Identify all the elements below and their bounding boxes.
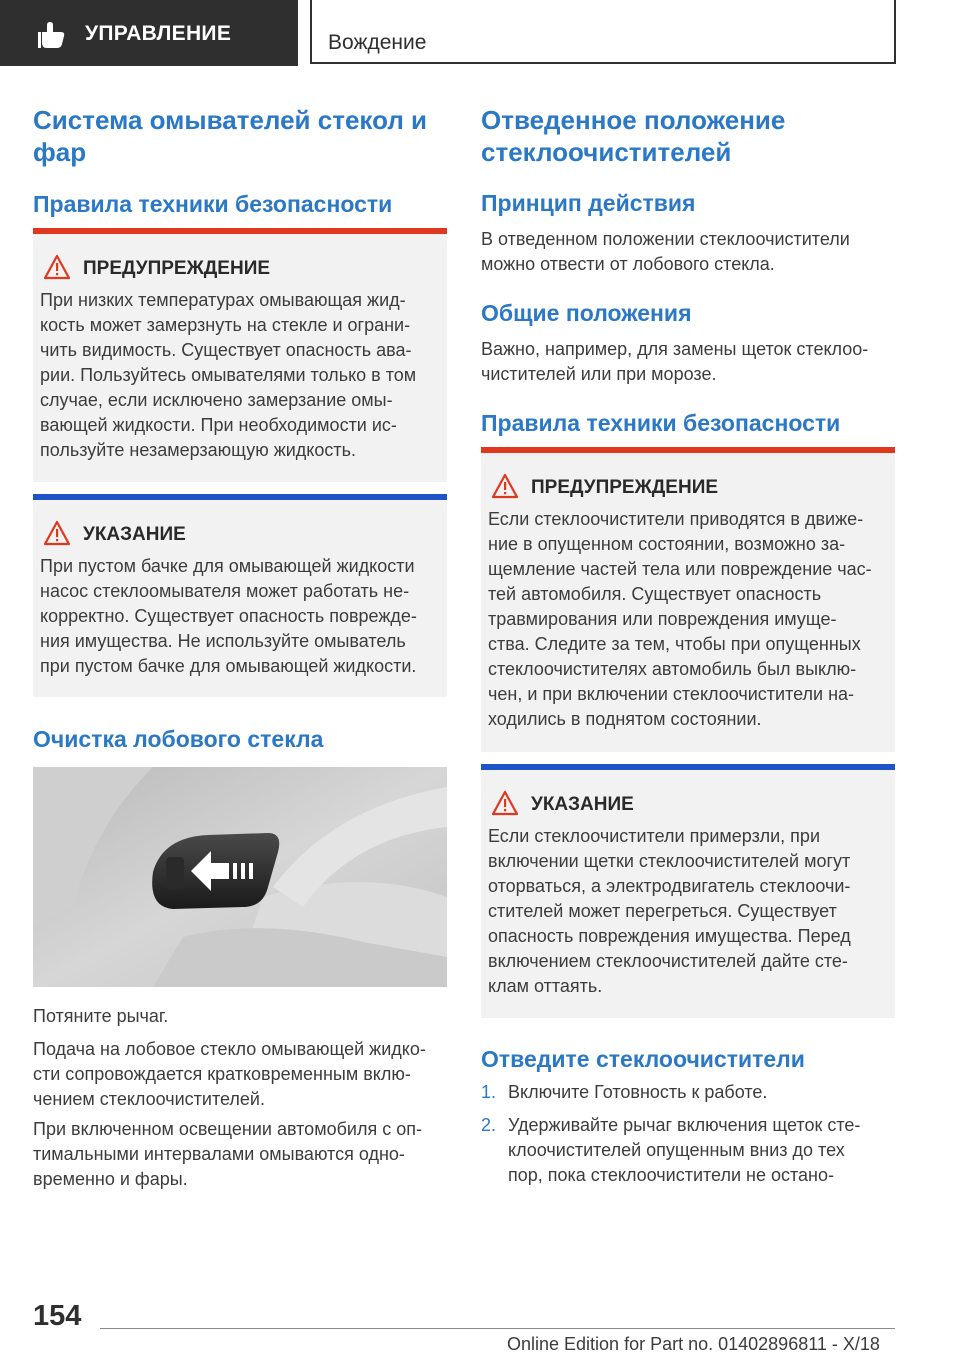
note-text: Если стеклоочистители примерзли, при включении щетки стеклоочистителей могут оторваться, а электродвигатель стеклоочи- стителей может перегреться. Существует опасность повреждения имущества. Перед включением стеклоочистителей дайте сте- клам оттаять. bbox=[488, 826, 851, 996]
note-triangle-icon bbox=[491, 790, 519, 816]
page-number: 154 bbox=[33, 1300, 82, 1332]
left-warning-box bbox=[33, 228, 447, 482]
warning-triangle-icon bbox=[43, 254, 71, 280]
note-bar bbox=[481, 764, 895, 770]
step-number: 2. bbox=[481, 1115, 497, 1135]
section-label: Вождение bbox=[328, 31, 427, 54]
edition-text: Online Edition for Part no. 01402896811 - X/18 bbox=[507, 1334, 880, 1354]
hand-pointer-icon bbox=[38, 22, 66, 48]
step-text: Включите Готовность к работе. bbox=[508, 1082, 768, 1102]
step-text: Удерживайте рычаг включения щеток сте- клоочистителей опущенным вниз до тех пор, пока стеклоочистители не остано- bbox=[508, 1115, 861, 1185]
right-safety-heading: Правила техники безопасности bbox=[481, 410, 841, 436]
right-note-box bbox=[481, 764, 895, 1018]
principle-text: В отведенном положении стеклоочистители можно отвести от лобового стекла. bbox=[481, 229, 850, 274]
wiper-lever-illustration bbox=[33, 767, 447, 987]
headlight-para: При включенном освещении автомобиля с оп- тимальными интервалами омываются одно- временно и фары. bbox=[33, 1119, 422, 1189]
left-title: Система омывателей стекол и фар bbox=[33, 105, 428, 167]
note-title: УКАЗАНИЕ bbox=[531, 794, 634, 815]
left-note-box bbox=[33, 494, 447, 697]
step-number: 1. bbox=[481, 1082, 497, 1102]
steps-heading: Отведите стеклоочистители bbox=[481, 1046, 805, 1072]
note-title: УКАЗАНИЕ bbox=[83, 524, 186, 545]
right-warning-box bbox=[481, 447, 895, 752]
warning-title: ПРЕДУПРЕЖДЕНИЕ bbox=[83, 258, 271, 279]
step-item bbox=[481, 1113, 895, 1188]
chapter-tab bbox=[0, 0, 298, 66]
pull-lever-text: Потяните рычаг. bbox=[33, 1006, 169, 1026]
warning-title: ПРЕДУПРЕЖДЕНИЕ bbox=[531, 477, 719, 498]
right-title: Отведенное положение стеклоочистителей bbox=[481, 105, 786, 167]
principle-heading: Принцип действия bbox=[481, 190, 696, 216]
left-safety-heading: Правила техники безопасности bbox=[33, 191, 393, 217]
clean-heading: Очистка лобового стекла bbox=[33, 726, 324, 752]
warning-bar bbox=[481, 447, 895, 453]
wiper-lever-photo bbox=[33, 767, 447, 987]
note-text: При пустом бачке для омывающей жидкости насос стеклоомывателя может работать не- корректно. Существует опасность поврежде- ния имущества. Не используйте омыватель при пустом бачке для омывающей жидкости. bbox=[40, 556, 417, 676]
general-text: Важно, например, для замены щеток стеклоо- чистителей или при морозе. bbox=[481, 339, 869, 384]
chapter-label: УПРАВЛЕНИЕ bbox=[85, 22, 232, 45]
washer-para: Подача на лобовое стекло омывающей жидко- сти сопровождается кратковременным вклю- чением стеклоочистителей. bbox=[33, 1039, 426, 1109]
warning-triangle-icon bbox=[491, 473, 519, 499]
footer-divider bbox=[100, 1328, 895, 1329]
warning-bar bbox=[33, 228, 447, 234]
note-triangle-icon bbox=[43, 520, 71, 546]
note-bar bbox=[33, 494, 447, 500]
warning-text: При низких температурах омывающая жид- кость может замерзнуть на стекле и ограни- чить видимость. Существует опасность ава- рии. Пользуйтесь омывателями только в том случае, если исключено замерзание омы- вающей жидкости. При необходимости ис- пользуйте незамерзающую жидкость. bbox=[40, 290, 417, 460]
general-heading: Общие положения bbox=[481, 300, 692, 326]
warning-text: Если стеклоочистители приводятся в движе- ние в опущенном состоянии, возможно за- щемление частей тела или повреждение час- тей автомобиля. Существует опасность травмирования или повреждения имуще- ства. Следите за тем, чтобы при опущенных стеклоочистителях автомобиль был выклю- чен, и при включении стеклоочистители на- ходились в поднятом состоянии. bbox=[488, 509, 872, 729]
step-item bbox=[481, 1080, 895, 1105]
page-header bbox=[0, 0, 960, 66]
section-tab bbox=[310, 0, 896, 64]
